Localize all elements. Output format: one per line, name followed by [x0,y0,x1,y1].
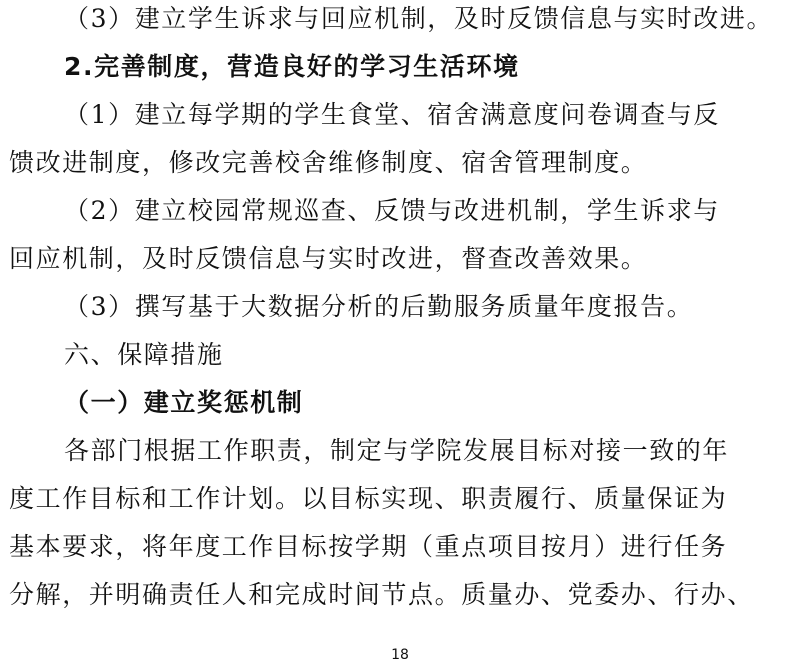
item-2-line-2: 回应机制，及时反馈信息与实时改进，督查改善效果。 [9,244,648,273]
item-3-annual-report: （3）撰写基于大数据分析的后勤服务质量年度报告。 [64,292,694,321]
subsection-heading-1: （一）建立奖惩机制 [64,388,304,417]
body-paragraph-line-3: 基本要求，将年度工作目标按学期（重点项目按月）进行任务 [9,532,728,561]
chapter-heading-6: 六、保障措施 [64,340,224,369]
body-paragraph-line-4: 分解，并明确责任人和完成时间节点。质量办、党委办、行办、 [9,580,754,609]
item-2-line-1: （2）建立校园常规巡查、反馈与改进机制，学生诉求与 [64,196,720,225]
item-3-student-appeal-mechanism: （3）建立学生诉求与回应机制，及时反馈信息与实时改进。 [64,4,774,33]
body-paragraph-line-2: 度工作目标和工作计划。以目标实现、职责履行、质量保证为 [9,484,728,513]
item-1-line-2: 馈改进制度，修改完善校舍维修制度、宿舍管理制度。 [9,148,648,177]
body-paragraph-line-1: 各部门根据工作职责，制定与学院发展目标对接一致的年 [64,436,730,465]
item-1-line-1: （1）建立每学期的学生食堂、宿舍满意度问卷调查与反 [64,100,720,129]
page-number: 18 [391,647,409,663]
section-heading-2: 2.完善制度，营造良好的学习生活环境 [64,52,520,81]
